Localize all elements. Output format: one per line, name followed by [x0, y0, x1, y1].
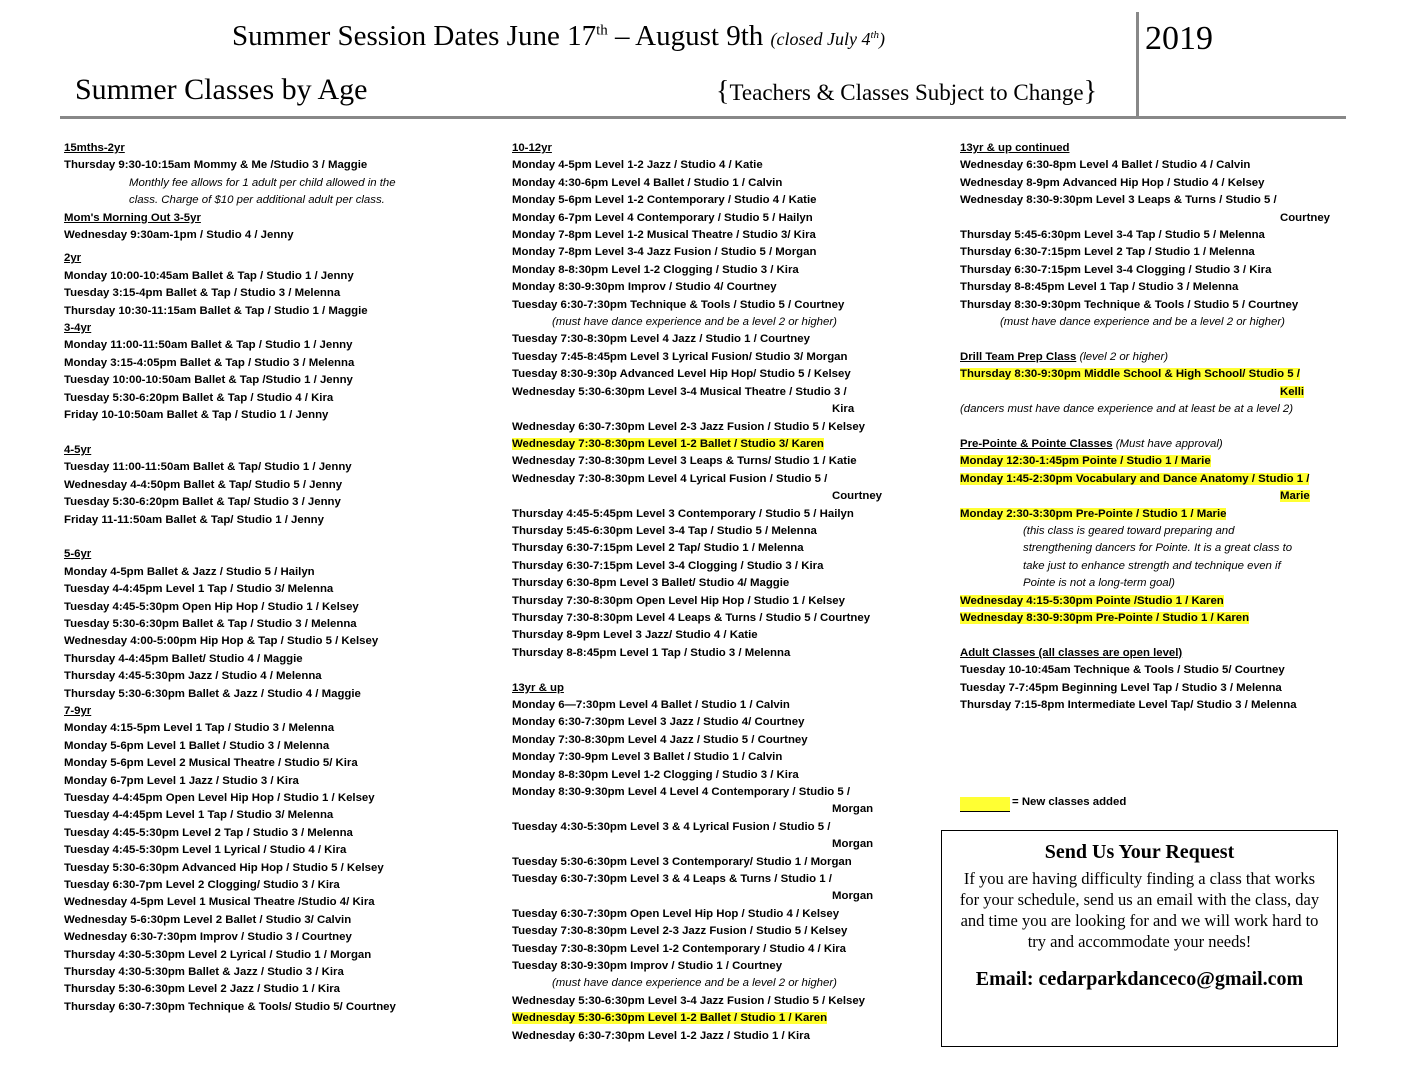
class-listing: Thursday 4-4:45pm Ballet/ Studio 4 / Maggie — [64, 652, 303, 665]
year-label: 2019 — [1145, 20, 1213, 57]
spacer — [512, 662, 932, 679]
class-listing: Thursday 7:30-8:30pm Open Level Hip Hop / Studio 1 / Kelsey — [512, 594, 845, 607]
legend-highlight-swatch — [960, 797, 1010, 812]
heading-qualifier: (level 2 or higher) — [1076, 350, 1169, 363]
class-listing: Thursday 6:30-7:15pm Level 3-4 Clogging / Studio 3 / Kira — [512, 559, 824, 572]
new-class-listing: Wednesday 4:15-5:30pm Pointe /Studio 1 / Karen — [960, 594, 1224, 607]
change-notice: {Teachers & Classes Subject to Change} — [716, 76, 1098, 107]
class-listing: Thursday 9:30-10:15am Mommy & Me /Studio 3 / Maggie — [64, 159, 368, 172]
class-listing: Tuesday 3:15-4pm Ballet & Tap / Studio 3 / Melenna — [64, 287, 341, 300]
age-group-heading: 10-12yr — [512, 142, 552, 154]
class-listing: Tuesday 5:30-6:30pm Advanced Hip Hop / Studio 5 / Kelsey — [64, 861, 384, 874]
class-listing: Thursday 6:30-7:30pm Technique & Tools/ Studio 5/ Courtney — [64, 1000, 396, 1013]
class-listing: Monday 6—7:30pm Level 4 Ballet / Studio 1 / Calvin — [512, 698, 790, 711]
class-listing: Monday 8-8:30pm Level 1-2 Clogging / Studio 3 / Kira — [512, 768, 799, 781]
class-listing: Wednesday 8-9pm Advanced Hip Hop / Studio 4 / Kelsey — [960, 176, 1265, 189]
class-listing: Tuesday 5:30-6:30pm Ballet & Tap / Studio 3 / Melenna — [64, 617, 357, 630]
class-listing: Tuesday 4-4:45pm Level 1 Tap / Studio 3/ Melenna — [64, 583, 334, 596]
class-listing: Wednesday 6:30-7:30pm Improv / Studio 3 / Courtney — [64, 931, 352, 944]
new-class-listing: Wednesday 8:30-9:30pm Pre-Pointe / Studio 1 / Karen — [960, 611, 1250, 624]
class-listing: Thursday 6:30-7:15pm Level 3-4 Clogging / Studio 3 / Kira — [960, 263, 1272, 276]
class-listing: Thursday 5:30-6:30pm Level 2 Jazz / Studio 1 / Kira — [64, 983, 341, 996]
class-listing: Wednesday 6:30-7:30pm Level 1-2 Jazz / Studio 1 / Kira — [512, 1029, 810, 1042]
new-class-listing: Wednesday 7:30-8:30pm Level 1-2 Ballet / Studio 3/ Karen — [512, 437, 824, 450]
class-note: strengthening dancers for Pointe. It is a great class to — [1023, 542, 1293, 555]
class-listing: Thursday 5:30-6:30pm Ballet & Jazz / Studio 4 / Maggie — [64, 687, 361, 700]
class-listing: Wednesday 8:30-9:30pm Level 3 Leaps & Turns / Studio 5 / — [960, 194, 1277, 207]
class-listing: Monday 7-8pm Level 1-2 Musical Theatre / Studio 3/ Kira — [512, 229, 816, 242]
class-listing: Thursday 6:30-7:15pm Level 2 Tap / Studio 1 / Melenna — [960, 246, 1255, 259]
class-listing: Thursday 8-8:45pm Level 1 Tap / Studio 3 / Melenna — [960, 281, 1239, 294]
contact-email: Email: cedarparkdanceco@gmail.com — [975, 968, 1304, 990]
age-group-heading: Drill Team Prep Class (level 2 or higher) — [960, 350, 1169, 363]
class-listing: Thursday 6:30-8pm Level 3 Ballet/ Studio 4/ Maggie — [512, 577, 790, 590]
class-note: (this class is geared toward preparing and — [1023, 524, 1235, 537]
schedule-column-middle — [512, 140, 932, 1045]
new-class-listing: Monday 12:30-1:45pm Pointe / Studio 1 / Marie — [960, 455, 1211, 468]
class-listing: Monday 5-6pm Level 1-2 Contemporary / Studio 4 / Katie — [512, 194, 817, 207]
class-listing: Tuesday 6:30-7:30pm Technique & Tools / Studio 5 / Courtney — [512, 298, 845, 311]
class-listing: Monday 6:30-7:30pm Level 3 Jazz / Studio 4/ Courtney — [512, 716, 805, 729]
class-listing: Thursday 4:45-5:30pm Jazz / Studio 4 / Melenna — [64, 670, 322, 683]
class-listing: Tuesday 8:30-9:30pm Improv / Studio 1 / Courtney — [512, 960, 783, 973]
class-listing: Thursday 8-8:45pm Level 1 Tap / Studio 3 / Melenna — [512, 646, 791, 659]
class-listing: Wednesday 7:30-8:30pm Level 3 Leaps & Turns/ Studio 1 / Katie — [512, 455, 857, 468]
class-listing: Tuesday 10:00-10:50am Ballet & Tap /Studio 1 / Jenny — [64, 374, 353, 387]
class-listing: Thursday 5:45-6:30pm Level 3-4 Tap / Studio 5 / Melenna — [960, 229, 1265, 242]
class-note: Pointe is not a long-term goal) — [1023, 577, 1175, 590]
class-listing: Monday 4:15-5pm Level 1 Tap / Studio 3 / Melenna — [64, 722, 335, 735]
class-listing: Tuesday 8:30-9:30p Advanced Level Hip Hop/ Studio 5 / Kelsey — [512, 368, 851, 381]
class-listing: Morgan — [832, 890, 874, 903]
class-listing: Tuesday 4:30-5:30pm Level 3 & 4 Lyrical Fusion / Studio 5 / — [512, 820, 831, 833]
request-box — [941, 830, 1338, 1047]
class-listing: Tuesday 10-10:45am Technique & Tools / Studio 5/ Courtney — [960, 664, 1285, 677]
class-listing: Monday 6-7pm Level 4 Contemporary / Studio 5 / Hailyn — [512, 211, 813, 224]
class-listing: Monday 10:00-10:45am Ballet & Tap / Studio 1 / Jenny — [64, 269, 354, 282]
class-listing: Thursday 10:30-11:15am Ballet & Tap / Studio 1 / Maggie — [64, 304, 368, 317]
class-listing: Wednesday 5-6:30pm Level 2 Ballet / Studio 3/ Calvin — [64, 913, 352, 926]
class-listing: Thursday 6:30-7:15pm Level 2 Tap/ Studio 1 / Melenna — [512, 542, 804, 555]
request-title: Send Us Your Request — [1044, 841, 1235, 863]
class-listing: Tuesday 6:30-7:30pm Level 3 & 4 Leaps & Turns / Studio 1 / — [512, 873, 832, 886]
age-group-heading: 13yr & up — [512, 681, 564, 694]
spacer — [960, 331, 1340, 348]
class-listing: Thursday 4:30-5:30pm Level 2 Lyrical / Studio 1 / Morgan — [64, 948, 372, 961]
class-listing: Tuesday 6:30-7:30pm Open Level Hip Hop / Studio 4 / Kelsey — [512, 907, 840, 920]
class-listing: Monday 7:30-8:30pm Level 4 Jazz / Studio 5 / Courtney — [512, 733, 808, 746]
class-listing: Friday 10-10:50am Ballet & Tap / Studio 1 / Jenny — [64, 409, 329, 422]
age-group-heading: 13yr & up continued — [960, 142, 1070, 154]
class-listing: Wednesday 6:30-7:30pm Level 2-3 Jazz Fusion / Studio 5 / Kelsey — [512, 420, 866, 433]
request-body: If you are having difficulty finding a class that works for your schedule, send us an email with the class, day and time you are looking for and we will work hard to try and accommodate your needs! — [959, 869, 1320, 951]
class-note: (dancers must have dance experience and at least be at a level 2) — [960, 403, 1294, 416]
class-listing: Monday 7:30-9pm Level 3 Ballet / Studio 1 / Calvin — [512, 751, 783, 764]
class-listing: Monday 6-7pm Level 1 Jazz / Studio 3 / Kira — [64, 774, 299, 787]
spacer — [64, 425, 464, 442]
class-note: class. Charge of $10 per additional adult per class. — [129, 194, 385, 207]
class-listing: Tuesday 7-7:45pm Beginning Level Tap / Studio 3 / Melenna — [960, 681, 1282, 694]
header-divider-vertical — [1136, 12, 1139, 117]
class-listing: Tuesday 4:45-5:30pm Level 2 Tap / Studio 3 / Melenna — [64, 826, 353, 839]
schedule-column-left — [64, 140, 464, 1016]
heading-qualifier: (Must have approval) — [1112, 437, 1223, 450]
class-listing: Courtney — [1280, 211, 1330, 224]
class-listing: Monday 8:30-9:30pm Level 4 Level 4 Contemporary / Studio 5 / — [512, 786, 851, 799]
class-listing: Tuesday 7:30-8:30pm Level 2-3 Jazz Fusion / Studio 5 / Kelsey — [512, 925, 848, 938]
class-listing: Thursday 8-9pm Level 3 Jazz/ Studio 4 / Katie — [512, 629, 758, 642]
class-listing: Monday 4:30-6pm Level 4 Ballet / Studio 1 / Calvin — [512, 176, 783, 189]
age-group-heading: 3-4yr — [64, 322, 92, 335]
page-subtitle: Summer Classes by Age — [75, 73, 368, 106]
age-group-heading: 2yr — [64, 252, 82, 265]
age-group-heading: 7-9yr — [64, 704, 92, 717]
class-listing: Thursday 8:30-9:30pm Technique & Tools / Studio 5 / Courtney — [960, 298, 1299, 311]
class-listing: Tuesday 4-4:45pm Open Level Hip Hop / Studio 1 / Kelsey — [64, 792, 375, 804]
class-listing: Tuesday 11:00-11:50am Ballet & Tap/ Studio 1 / Jenny — [64, 461, 352, 474]
class-listing: Thursday 7:30-8:30pm Level 4 Leaps & Turns / Studio 5 / Courtney — [512, 611, 871, 624]
class-listing: Monday 11:00-11:50am Ballet & Tap / Studio 1 / Jenny — [64, 339, 353, 352]
class-listing: Morgan — [832, 838, 874, 851]
class-listing: Monday 4-5pm Ballet & Jazz / Studio 5 / Hailyn — [64, 565, 315, 578]
age-group-heading: Mom's Morning Out 3-5yr — [64, 211, 201, 224]
class-listing: Wednesday 7:30-8:30pm Level 4 Lyrical Fusion / Studio 5 / — [512, 472, 828, 485]
class-listing: Thursday 7:15-8pm Intermediate Level Tap/ Studio 3 / Melenna — [960, 698, 1297, 711]
class-listing: Wednesday 9:30am-1pm / Studio 4 / Jenny — [64, 229, 294, 242]
schedule-column-right — [960, 140, 1340, 714]
class-listing: Wednesday 4-5pm Level 1 Musical Theatre /Studio 4/ Kira — [64, 896, 375, 909]
class-listing: Tuesday 7:30-8:30pm Level 1-2 Contemporary / Studio 4 / Kira — [512, 942, 847, 955]
new-class-listing: Monday 1:45-2:30pm Vocabulary and Dance Anatomy / Studio 1 / — [960, 472, 1310, 485]
new-class-listing: Kelli — [1280, 385, 1305, 398]
age-group-heading: 5-6yr — [64, 548, 92, 561]
header-divider-horizontal — [60, 116, 1346, 119]
class-listing: Monday 8:30-9:30pm Improv / Studio 4/ Courtney — [512, 281, 777, 294]
new-class-listing: Wednesday 5:30-6:30pm Level 1-2 Ballet / Studio 1 / Karen — [512, 1012, 828, 1025]
class-listing: Monday 3:15-4:05pm Ballet & Tap / Studio 3 / Melenna — [64, 356, 355, 369]
class-listing: Monday 4-5pm Level 1-2 Jazz / Studio 4 / Katie — [512, 159, 763, 172]
age-group-heading: 15mths-2yr — [64, 142, 125, 154]
class-note: (must have dance experience and be a level 2 or higher) — [552, 316, 837, 329]
age-group-heading: Adult Classes (all classes are open level) — [960, 646, 1183, 659]
session-dates-title: Summer Session Dates June 17th – August 9th (closed July 4th) — [232, 20, 886, 52]
class-listing: Tuesday 4-4:45pm Level 1 Tap / Studio 3/ Melenna — [64, 809, 334, 822]
age-group-heading: 4-5yr — [64, 443, 92, 456]
class-listing: Monday 7-8pm Level 3-4 Jazz Fusion / Studio 5 / Morgan — [512, 246, 817, 259]
class-listing: Wednesday 6:30-8pm Level 4 Ballet / Studio 4 / Calvin — [960, 159, 1251, 172]
class-listing: Wednesday 5:30-6:30pm Level 3-4 Jazz Fusion / Studio 5 / Kelsey — [512, 994, 866, 1007]
class-listing: Monday 5-6pm Level 2 Musical Theatre / Studio 5/ Kira — [64, 757, 358, 770]
class-listing: Tuesday 5:30-6:30pm Level 3 Contemporary/ Studio 1 / Morgan — [512, 855, 852, 868]
class-listing: Friday 11-11:50am Ballet & Tap/ Studio 1 / Jenny — [64, 513, 324, 526]
spacer — [960, 418, 1340, 435]
class-note: (must have dance experience and be a level 2 or higher) — [1000, 316, 1285, 329]
class-note: (must have dance experience and be a level 2 or higher) — [552, 977, 837, 990]
new-class-listing: Marie — [1280, 490, 1310, 503]
spacer — [960, 627, 1340, 644]
class-listing: Tuesday 7:45-8:45pm Level 3 Lyrical Fusion/ Studio 3/ Morgan — [512, 350, 848, 363]
class-listing: Monday 5-6pm Level 1 Ballet / Studio 3 / Melenna — [64, 739, 330, 752]
new-class-listing: Thursday 8:30-9:30pm Middle School & High School/ Studio 5 / — [960, 368, 1300, 381]
class-listing: Thursday 5:45-6:30pm Level 3-4 Tap / Studio 5 / Melenna — [512, 524, 817, 537]
new-class-listing: Monday 2:30-3:30pm Pre-Pointe / Studio 1 / Marie — [960, 507, 1227, 520]
class-listing: Tuesday 5:30-6:20pm Ballet & Tap/ Studio 3 / Jenny — [64, 496, 341, 509]
class-listing: Morgan — [832, 803, 874, 816]
age-group-heading: Pre-Pointe & Pointe Classes (Must have approval) — [960, 437, 1223, 450]
class-listing: Wednesday 4-4:50pm Ballet & Tap/ Studio 5 / Jenny — [64, 478, 343, 491]
class-listing: Thursday 4:45-5:45pm Level 3 Contemporary / Studio 5 / Hailyn — [512, 507, 854, 520]
class-listing: Kira — [832, 403, 855, 416]
class-listing: Tuesday 4:45-5:30pm Level 1 Lyrical / Studio 4 / Kira — [64, 844, 347, 857]
class-note: Monthly fee allows for 1 adult per child allowed in the — [129, 176, 396, 189]
legend-text: = New classes added — [1012, 796, 1127, 808]
class-listing: Tuesday 7:30-8:30pm Level 4 Jazz / Studio 1 / Courtney — [512, 333, 810, 346]
class-listing: Wednesday 5:30-6:30pm Level 3-4 Musical Theatre / Studio 3 / — [512, 385, 847, 398]
class-listing: Courtney — [832, 490, 882, 503]
class-listing: Tuesday 4:45-5:30pm Open Hip Hop / Studio 1 / Kelsey — [64, 600, 359, 613]
class-listing: Tuesday 5:30-6:20pm Ballet & Tap / Studio 4 / Kira — [64, 391, 334, 404]
spacer — [64, 529, 464, 546]
class-listing: Wednesday 4:00-5:00pm Hip Hop & Tap / Studio 5 / Kelsey — [64, 635, 379, 648]
class-note: take just to enhance strength and technique even if — [1023, 559, 1281, 572]
class-listing: Thursday 4:30-5:30pm Ballet & Jazz / Studio 3 / Kira — [64, 966, 344, 979]
class-listing: Monday 8-8:30pm Level 1-2 Clogging / Studio 3 / Kira — [512, 263, 799, 276]
class-listing: Tuesday 6:30-7pm Level 2 Clogging/ Studio 3 / Kira — [64, 879, 340, 892]
